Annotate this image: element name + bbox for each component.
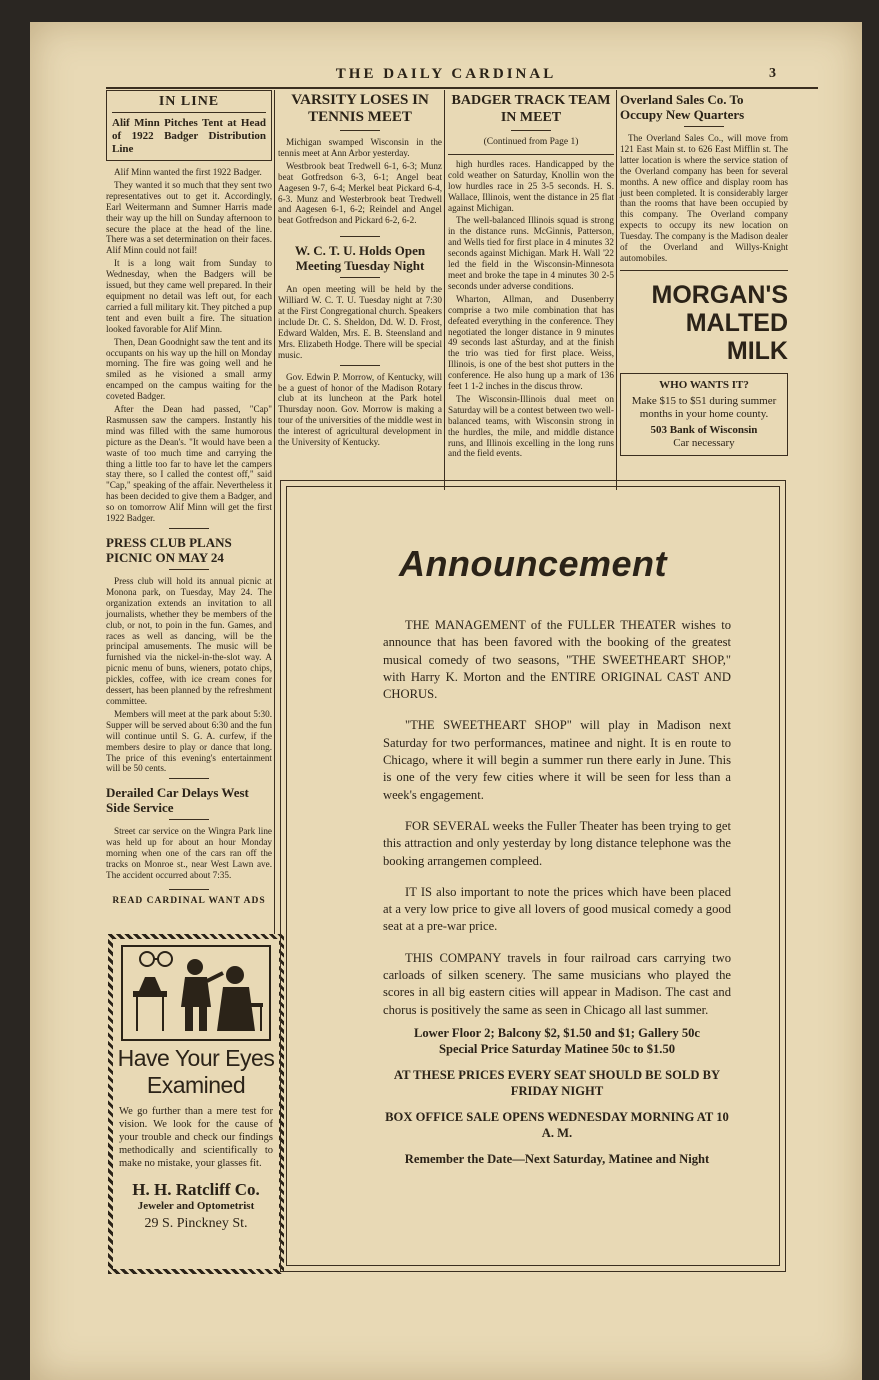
- paragraph: Alif Minn wanted the first 1922 Badger.: [114, 167, 262, 177]
- continued-note: (Continued from Page 1): [483, 137, 579, 147]
- paragraph: The Overland Sales Co., will move from 121 East Main st. to 626 East Mifflin st. The latter location is where the service station of the Overland company has been for several months. A new office and display room has just been completed. It is considerably larger than the rooms that have been occupied by this company. The Overland company expects to occupy its new location on Tuesday. The company is the Madison dealer of the Overland and Willys-Knight automobiles.: [620, 133, 788, 263]
- masthead-rule: [106, 87, 818, 89]
- subheadline: Alif Minn Pitches Tent at Head of 1922 Badger Distribution Line: [112, 117, 266, 155]
- derailed-headline: Derailed Car Delays West Side Service: [106, 785, 249, 816]
- page-number: 3: [769, 66, 776, 81]
- column-rule: [616, 90, 617, 490]
- column-2: [278, 90, 442, 450]
- prices-line: Lower Floor 2; Balcony $2, $1.50 and $1; Gallery 50c: [413, 1025, 701, 1040]
- box-office-notice: BOX OFFICE SALE OPENS WEDNESDAY MORNING AT 10 A. M.: [385, 1109, 729, 1140]
- paragraph: "THE SWEETHEART SHOP" will play in Madison next Saturday for two performances, matinee and night. It is en route to Chicago, where it will begin a summer run there early in June. This is one of the very few cities where it will be seen for less than a week's engagement.: [383, 718, 731, 802]
- paragraph: Members will meet at the park about 5:30. Supper will be served about 6:30 and the fun will continue until S. G. A. curfew, if the members desire to play or dance that long. The price of this evening's entertainment will be 50 cents.: [106, 708, 272, 774]
- paragraph: Street car service on the Wingra Park line was held up for about an hour Monday morning when one of the cars ran off the tracks on Monroe st., near West Lawn ave. The accident occurred about 7:35.: [106, 826, 272, 880]
- announcement-title: Announcement: [398, 543, 667, 584]
- ad-title: WHO WANTS IT?: [659, 378, 749, 391]
- paragraph: The Wisconsin-Illinois dual meet on Saturday will be a contest between two well-balanced teams, with Wisconsin strong in the hurdles, the mile, and middle distance runs, and Illinois excelling in the long runs and the field events.: [448, 393, 614, 459]
- remember-date: Remember the Date—Next Saturday, Matinee and Night: [404, 1151, 710, 1166]
- paragraph: The well-balanced Illinois squad is strong in the distance runs. McGinnis, Patterson, and Wells tied for first place in 4 minutes 32 seconds against Michigan. Mark H. Wall '22 led the field in the Wisconsin-Minnesota meet and broke the tape in 4 minutes 30 2-5 seconds under adverse conditions.: [448, 215, 614, 291]
- paragraph: Then, Dean Goodnight saw the tent and its occupants on his way up the hill on Monday morning. The fire was going well and he smiled as he visioned a small army encamped on the campus waiting for the coveted Badger.: [106, 336, 272, 402]
- ad-body: We go further than a mere test for vision. We look for the cause of your trouble and check our findings methodically and scientifically to make no mistake, your glasses fit.: [119, 1106, 273, 1169]
- headline: IN LINE: [158, 94, 220, 109]
- tennis-headline: VARSITY LOSES IN TENNIS MEET: [291, 92, 429, 125]
- in-line-headline-box: [106, 90, 272, 161]
- paragraph: Michigan swamped Wisconsin in the tennis meet at Ann Arbor yesterday.: [278, 137, 442, 158]
- paragraph: high hurdles races. Handicapped by the cold weather on Saturday, Knollin won the low hurdles race in 25 3-5 seconds. H. S. Wallace, Illinois, went the distance in 25 flat against Michigan.: [448, 158, 614, 213]
- paragraph: THIS COMPANY travels in four railroad cars carrying two carloads of silken scenery. The same musicians who played the scores in all big eastern cities will appear in Madison. The cast and chorus is positively the same as seen in Chicago all last summer.: [383, 950, 731, 1017]
- fuller-theater-announcement: [280, 480, 786, 1272]
- paragraph: Gov. Edwin P. Morrow, of Kentucky, will be a guest of honor of the Madison Rotary club at its luncheon at the Park hotel Thursday noon. Gov. Morrow is making a tour of the universities of the middle west in the interest of agricultural development in the University of Kentucky.: [278, 371, 442, 448]
- ratcliff-eyes-ad: [108, 934, 284, 1274]
- ad-note: Car necessary: [673, 436, 735, 449]
- read-want-ads: READ CARDINAL WANT ADS: [112, 895, 266, 906]
- newspaper-page: [30, 22, 862, 1380]
- matinee-prices-line: Special Price Saturday Matinee 50c to $1.50: [438, 1041, 676, 1056]
- masthead: [30, 66, 862, 86]
- paragraph: It is a long wait from Sunday to Wednesday, when the Badgers will be issued, but they came well prepared. In their equipment no detail was left out, for each carried a full military kit. They pitched a pup tent and even built a fire. The situation looked favorable for Alif Minn.: [106, 258, 272, 334]
- morgans-malted-milk-ad: MORGAN'S MALTED MILK: [651, 280, 788, 365]
- track-headline: BADGER TRACK TEAM IN MEET: [451, 93, 611, 125]
- paper-name: THE DAILY CARDINAL: [335, 66, 557, 82]
- paragraph: An open meeting will be held by the Williard W. C. T. U. Tuesday night at 7:30 at the First Congregational church. Speakers include Dr. C. S. Sheldon, Dd. W. D. Frost, Edward Walden, Mrs. E. B. Steensland and Mrs. Elizabeth Hodge. There will be special music.: [278, 284, 442, 360]
- paragraph: Westbrook beat Tredwell 6-1, 6-3; Munz beat Gotfredson 6-3, 6-1; Angel beat Aagesen 9-7, 6-4; Merkel beat Pickard 6-4, 6-3. Munz and Westerbrook beat Tredwell and Aagesen 6-1, 6-2; Reindel and Angel beat Gotfredson and Pickard 6-2, 6-2.: [278, 160, 442, 226]
- paragraph: After the Dean had passed, "Cap" Rasmussen saw the campers. Instantly his mind was filled with the same humorous picture as the Dean's. "It would have been a waste of too much time and carrying the thing a little too far to have let the campers stay there, so I called the contest off," said "Cap," speaking of the affair. Nevertheless it has been decided to give them a Badger, and so on tomorrow Alif Minn will get the first 1922 Badger.: [106, 404, 272, 524]
- announcement-body: [383, 617, 731, 1177]
- paragraph: They wanted it so much that they sent two representatives out to get it. Accordingly, Earl Weitermann and Sumner Harris made their way up the hill on Sunday afternoon to secure the place at the head of the line. There was a set determination on their faces. Alif Minn could not fail!: [106, 179, 272, 256]
- column-4: [620, 90, 788, 456]
- overland-headline: Overland Sales Co. To Occupy New Quarters: [620, 92, 745, 122]
- column-3: [448, 90, 614, 461]
- paragraph: FOR SEVERAL weeks the Fuller Theater has been trying to get this attraction and only yesterday by long distance telephone was the booking arrangemen compleed.: [383, 818, 731, 868]
- paragraph: Press club will hold its annual picnic at Monona park, on Tuesday, May 24. The organization extends an invitation to all journalists, whether they be members of the club, or not, to poin in the fun. Games, and races as well as dancing, will be the principal amusements. The music will be furnished via the nickel-in-the-slot way. A picnic menu of buns, wieners, potato chips, pickles, coffee, with ice cream cones for dessert, has been planned by the refreshment committee.: [106, 576, 272, 706]
- column-1: [106, 90, 272, 907]
- firm-description: Jeweler and Optometrist: [137, 1200, 255, 1212]
- seats-notice: AT THESE PRICES EVERY SEAT SHOULD BE SOLD BY FRIDAY NIGHT: [393, 1067, 721, 1098]
- paragraph: THE MANAGEMENT of the FULLER THEATER wishes to announce that has been favored with the booking of the greatest musical comedy of two seasons, "THE SWEETHEART SHOP," with Harry K. Morton and the ENTIRE ORIGINAL CAST AND CHORUS.: [383, 618, 731, 702]
- wctu-headline: W. C. T. U. Holds Open Meeting Tuesday Night: [294, 243, 426, 274]
- press-club-headline: PRESS CLUB PLANS PICNIC ON MAY 24: [106, 535, 232, 565]
- firm-name: H. H. Ratcliff Co.: [132, 1180, 260, 1199]
- column-rule: [274, 90, 275, 935]
- paragraph: Wharton, Allman, and Dusenberry comprise a two mile combination that has defeated everything in the conference. They negotiated the longer distance in 9 minutes 49 seconds last aSturday, and at the finish the trio was tied for first place. Weiss, Illinois, is one of the best shot putters in the conference. He also hung up a mark of 136 feet 1 1-2 inches in the discus throw.: [448, 293, 614, 392]
- ad-headline: Have Your Eyes Examined: [117, 1045, 275, 1098]
- ad-address: 503 Bank of Wisconsin: [650, 423, 758, 436]
- paragraph: IT IS also important to note the prices which have been placed at a very low price to give all lovers of good musical comedy a good seat at a pre-war price.: [383, 884, 731, 934]
- column-rule: [444, 90, 445, 490]
- firm-address: 29 S. Pinckney St.: [144, 1216, 248, 1231]
- optometrist-illustration: [121, 945, 271, 1041]
- ad-body: Make $15 to $51 during summer months in your home county.: [631, 394, 777, 420]
- who-wants-it-ad: [620, 373, 788, 456]
